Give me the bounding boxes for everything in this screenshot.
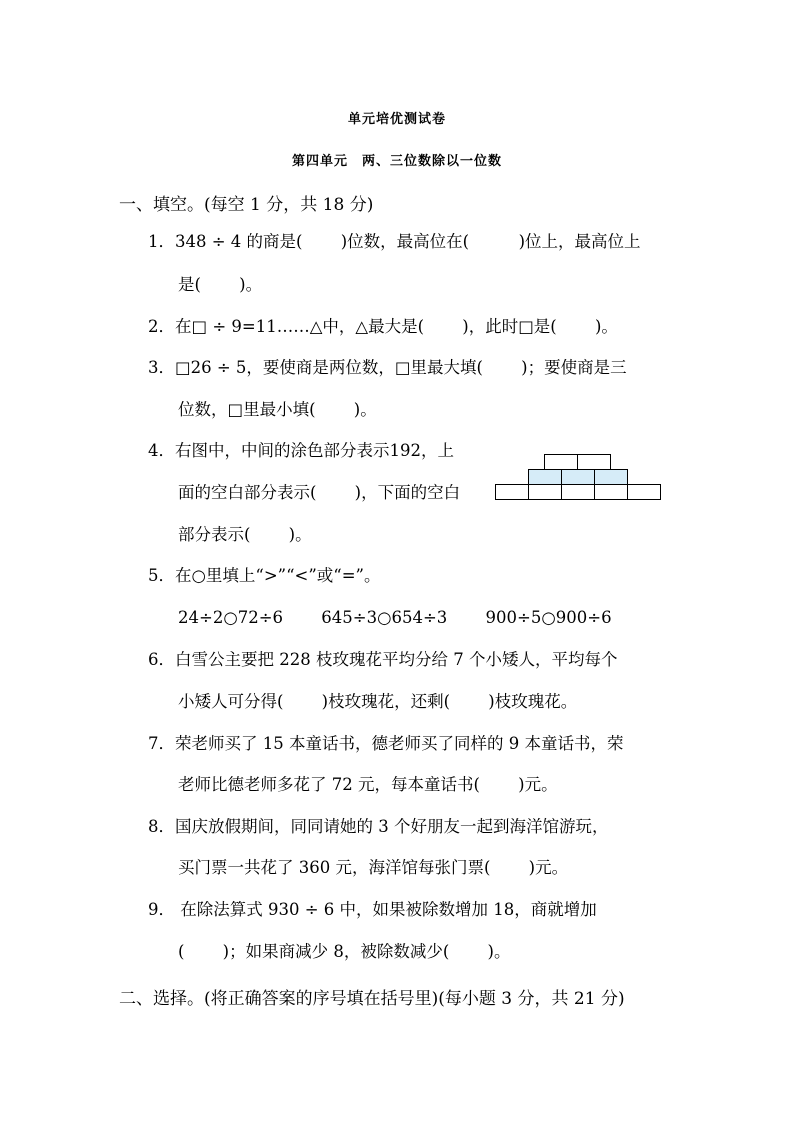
bottom-brick (628, 485, 661, 500)
question-8-line-2: 买门票一共花了 360 元，海洋馆每张门票( )元。 (178, 858, 569, 877)
top-brick (578, 455, 611, 470)
question-7-line-1: 7．荣老师买了 15 本童话书，德老师买了同样的 9 本童话书，荣 (148, 734, 624, 753)
question-6-line-2: 小矮人可分得( )枝玫瑰花，还剩( )枝玫瑰花。 (178, 692, 578, 711)
question-4-line-3: 部分表示( )。 (178, 525, 312, 544)
bottom-brick (562, 485, 595, 500)
bottom-brick (529, 485, 562, 500)
page-subtitle: 第四单元 两、三位数除以一位数 (291, 154, 502, 169)
question-5-comparisons: 24÷2○72÷6 645÷3○654÷3 900÷5○900÷6 (178, 608, 612, 627)
question-2-line-1: 2．在□ ÷ 9=11……△中，△最大是( )，此时□是( )。 (148, 317, 618, 336)
brick-diagram (494, 454, 662, 502)
question-9-line-1: 9． 在除法算式 930 ÷ 6 中，如果被除数增加 18，商就增加 (148, 900, 597, 919)
question-3-line-2: 位数，□里最小填( )。 (178, 400, 377, 419)
question-6-line-1: 6．白雪公主要把 228 枝玫瑰花平均分给 7 个小矮人，平均每个 (148, 650, 618, 669)
question-4-line-2: 面的空白部分表示( )，下面的空白 (178, 483, 461, 502)
question-4-line-1: 4．右图中，中间的涂色部分表示192，上 (148, 441, 454, 460)
shaded-brick (562, 470, 595, 485)
bottom-brick (595, 485, 628, 500)
question-1-line-2: 是( )。 (178, 275, 263, 294)
question-3-line-1: 3．□26 ÷ 5，要使商是两位数，□里最大填( )；要使商是三 (148, 358, 627, 377)
bottom-brick (496, 485, 529, 500)
question-1-line-1: 1．348 ÷ 4 的商是( )位数，最高位在( )位上，最高位上 (148, 232, 641, 251)
question-5-line-1: 5．在○里填上“>”“<”或“=”。 (148, 566, 381, 585)
page-title: 单元培优测试卷 (347, 112, 446, 127)
top-brick (545, 455, 578, 470)
question-7-line-2: 老师比德老师多花了 72 元，每本童话书( )元。 (178, 775, 558, 794)
shaded-brick (529, 470, 562, 485)
question-9-line-2: ( )；如果商减少 8，被除数减少( )。 (178, 942, 511, 961)
section-2-heading: 二、选择。(将正确答案的序号填在括号里)(每小题 3 分，共 21 分) (119, 989, 625, 1009)
shaded-brick (595, 470, 628, 485)
section-1-heading: 一、填空。(每空 1 分，共 18 分) (119, 195, 374, 215)
question-8-line-1: 8．国庆放假期间，同同请她的 3 个好朋友一起到海洋馆游玩， (148, 817, 609, 836)
